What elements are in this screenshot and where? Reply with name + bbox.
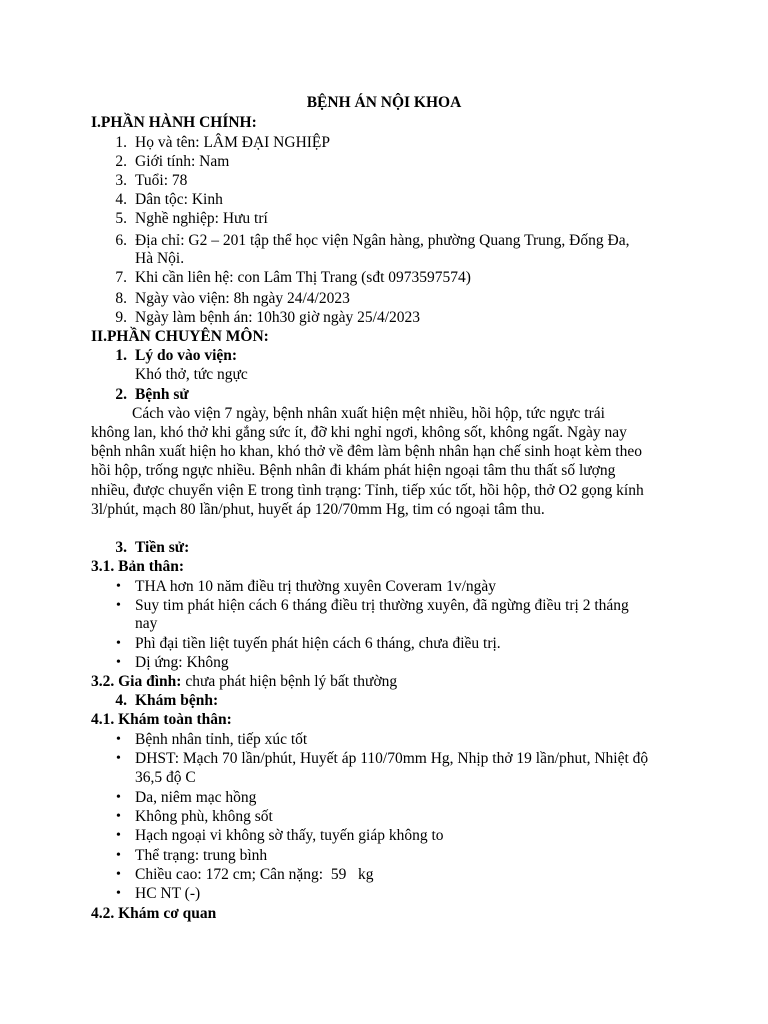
history-line: bệnh nhân xuất hiện ho khan, khó thở về đêm làm bệnh nhân hạn chế sinh hoạt kèm theo — [91, 443, 642, 460]
section-heading-administrative: I.PHẦN HÀNH CHÍNH: — [91, 114, 257, 131]
list-item: Chiều cao: 172 cm; Cân nặng: 59 kg — [135, 866, 374, 883]
list-number: 3. — [115, 172, 127, 189]
bullet-icon: • — [116, 867, 121, 882]
list-number: 9. — [115, 309, 127, 326]
list-number: 1. — [115, 347, 127, 364]
reason-label: Lý do vào viện: — [135, 347, 238, 364]
subsection-heading-self: 3.1. Bản thân: — [91, 558, 185, 575]
list-number: 6. — [115, 232, 127, 249]
list-item-cont: 36,5 độ C — [135, 769, 196, 786]
bullet-icon: • — [116, 579, 121, 594]
list-item: DHST: Mạch 70 lần/phút, Huyết áp 110/70mm Hg, Nhịp thở 19 lần/phut, Nhiệt độ — [135, 750, 649, 767]
bullet-icon: • — [116, 886, 121, 901]
history-line: Cách vào viện 7 ngày, bệnh nhân xuất hiện mệt nhiều, hồi hộp, tức ngực trái — [132, 405, 605, 422]
history-line: hồi hộp, trống ngực nhiều. Bệnh nhân đi khám phát hiện ngoại tâm thu thất số lượng — [91, 462, 616, 479]
list-number: 5. — [115, 210, 127, 227]
list-item: Thể trạng: trung bình — [135, 847, 268, 864]
list-item-occupation: Nghề nghiệp: Hưu trí — [135, 210, 268, 227]
list-item: Suy tim phát hiện cách 6 tháng điều trị thường xuyên, đã ngừng điều trị 2 tháng — [135, 597, 629, 614]
list-item: Không phù, không sốt — [135, 808, 273, 825]
history-line: nhiều, được chuyển viện E trong tình trạng: Tỉnh, tiếp xúc tốt, hồi hộp, thở O2 gọng kính — [91, 482, 644, 499]
bullet-icon: • — [116, 598, 121, 613]
bullet-icon: • — [116, 732, 121, 747]
list-number: 7. — [115, 269, 127, 286]
bullet-icon: • — [116, 655, 121, 670]
list-number: 2. — [115, 386, 127, 403]
bullet-icon: • — [116, 848, 121, 863]
subsection-heading-general-exam: 4.1. Khám toàn thân: — [91, 711, 232, 728]
reason-text: Khó thở, tức ngực — [135, 366, 248, 383]
list-item-admission-date: Ngày vào viện: 8h ngày 24/4/2023 — [135, 290, 350, 307]
list-item-gender: Giới tính: Nam — [135, 153, 230, 170]
family-history-text: chưa phát hiện bệnh lý bất thường — [185, 673, 398, 690]
history-line: không lan, khó thở khi gắng sức ít, đỡ khi nghỉ ngơi, không sốt, không ngất. Ngày nay — [91, 424, 627, 441]
document-title: BỆNH ÁN NỘI KHOA — [306, 94, 462, 111]
subsection-heading-organ-exam: 4.2. Khám cơ quan — [91, 905, 217, 922]
history-line: 3l/phút, mạch 80 lần/phut, huyết áp 120/70mm Hg, tim có ngoại tâm thu. — [91, 501, 545, 518]
list-number: 2. — [115, 153, 127, 170]
family-history-label: 3.2. Gia đình: — [91, 673, 182, 690]
list-number: 1. — [115, 134, 127, 151]
list-item-record-date: Ngày làm bệnh án: 10h30 giờ ngày 25/4/2023 — [135, 309, 421, 326]
list-number: 3. — [115, 539, 127, 556]
bullet-icon: • — [116, 636, 121, 651]
bullet-icon: • — [116, 751, 121, 766]
list-number: 4. — [115, 191, 127, 208]
list-item: Dị ứng: Không — [135, 654, 229, 671]
bullet-icon: • — [116, 790, 121, 805]
past-history-label: Tiền sử: — [135, 539, 190, 556]
list-number: 8. — [115, 290, 127, 307]
list-item-address: Địa chỉ: G2 – 201 tập thể học viện Ngân hàng, phường Quang Trung, Đống Đa, — [135, 232, 630, 249]
bullet-icon: • — [116, 809, 121, 824]
list-item-address-cont: Hà Nội. — [135, 250, 185, 267]
list-item: Phì đại tiền liệt tuyến phát hiện cách 6 tháng, chưa điều trị. — [135, 635, 501, 652]
section-heading-professional: II.PHẦN CHUYÊN MÔN: — [91, 328, 269, 345]
bullet-icon: • — [116, 828, 121, 843]
list-item-age: Tuổi: 78 — [135, 172, 188, 189]
exam-label: Khám bệnh: — [135, 692, 219, 709]
list-item: HC NT (-) — [135, 885, 201, 902]
list-item-cont: nay — [135, 615, 158, 632]
list-item-ethnicity: Dân tộc: Kinh — [135, 191, 223, 208]
list-item-name: Họ và tên: LÂM ĐẠI NGHIỆP — [135, 134, 331, 151]
list-item: THA hơn 10 năm điều trị thường xuyên Coveram 1v/ngày — [135, 578, 497, 595]
list-item: Bệnh nhân tỉnh, tiếp xúc tốt — [135, 731, 308, 748]
list-item: Da, niêm mạc hồng — [135, 789, 257, 806]
list-item-contact: Khi cần liên hệ: con Lâm Thị Trang (sđt 0973597574) — [135, 269, 471, 286]
list-number: 4. — [115, 692, 127, 709]
list-item: Hạch ngoại vi không sờ thấy, tuyến giáp không to — [135, 827, 444, 844]
history-label: Bệnh sử — [135, 386, 189, 403]
family-history — [91, 672, 397, 691]
